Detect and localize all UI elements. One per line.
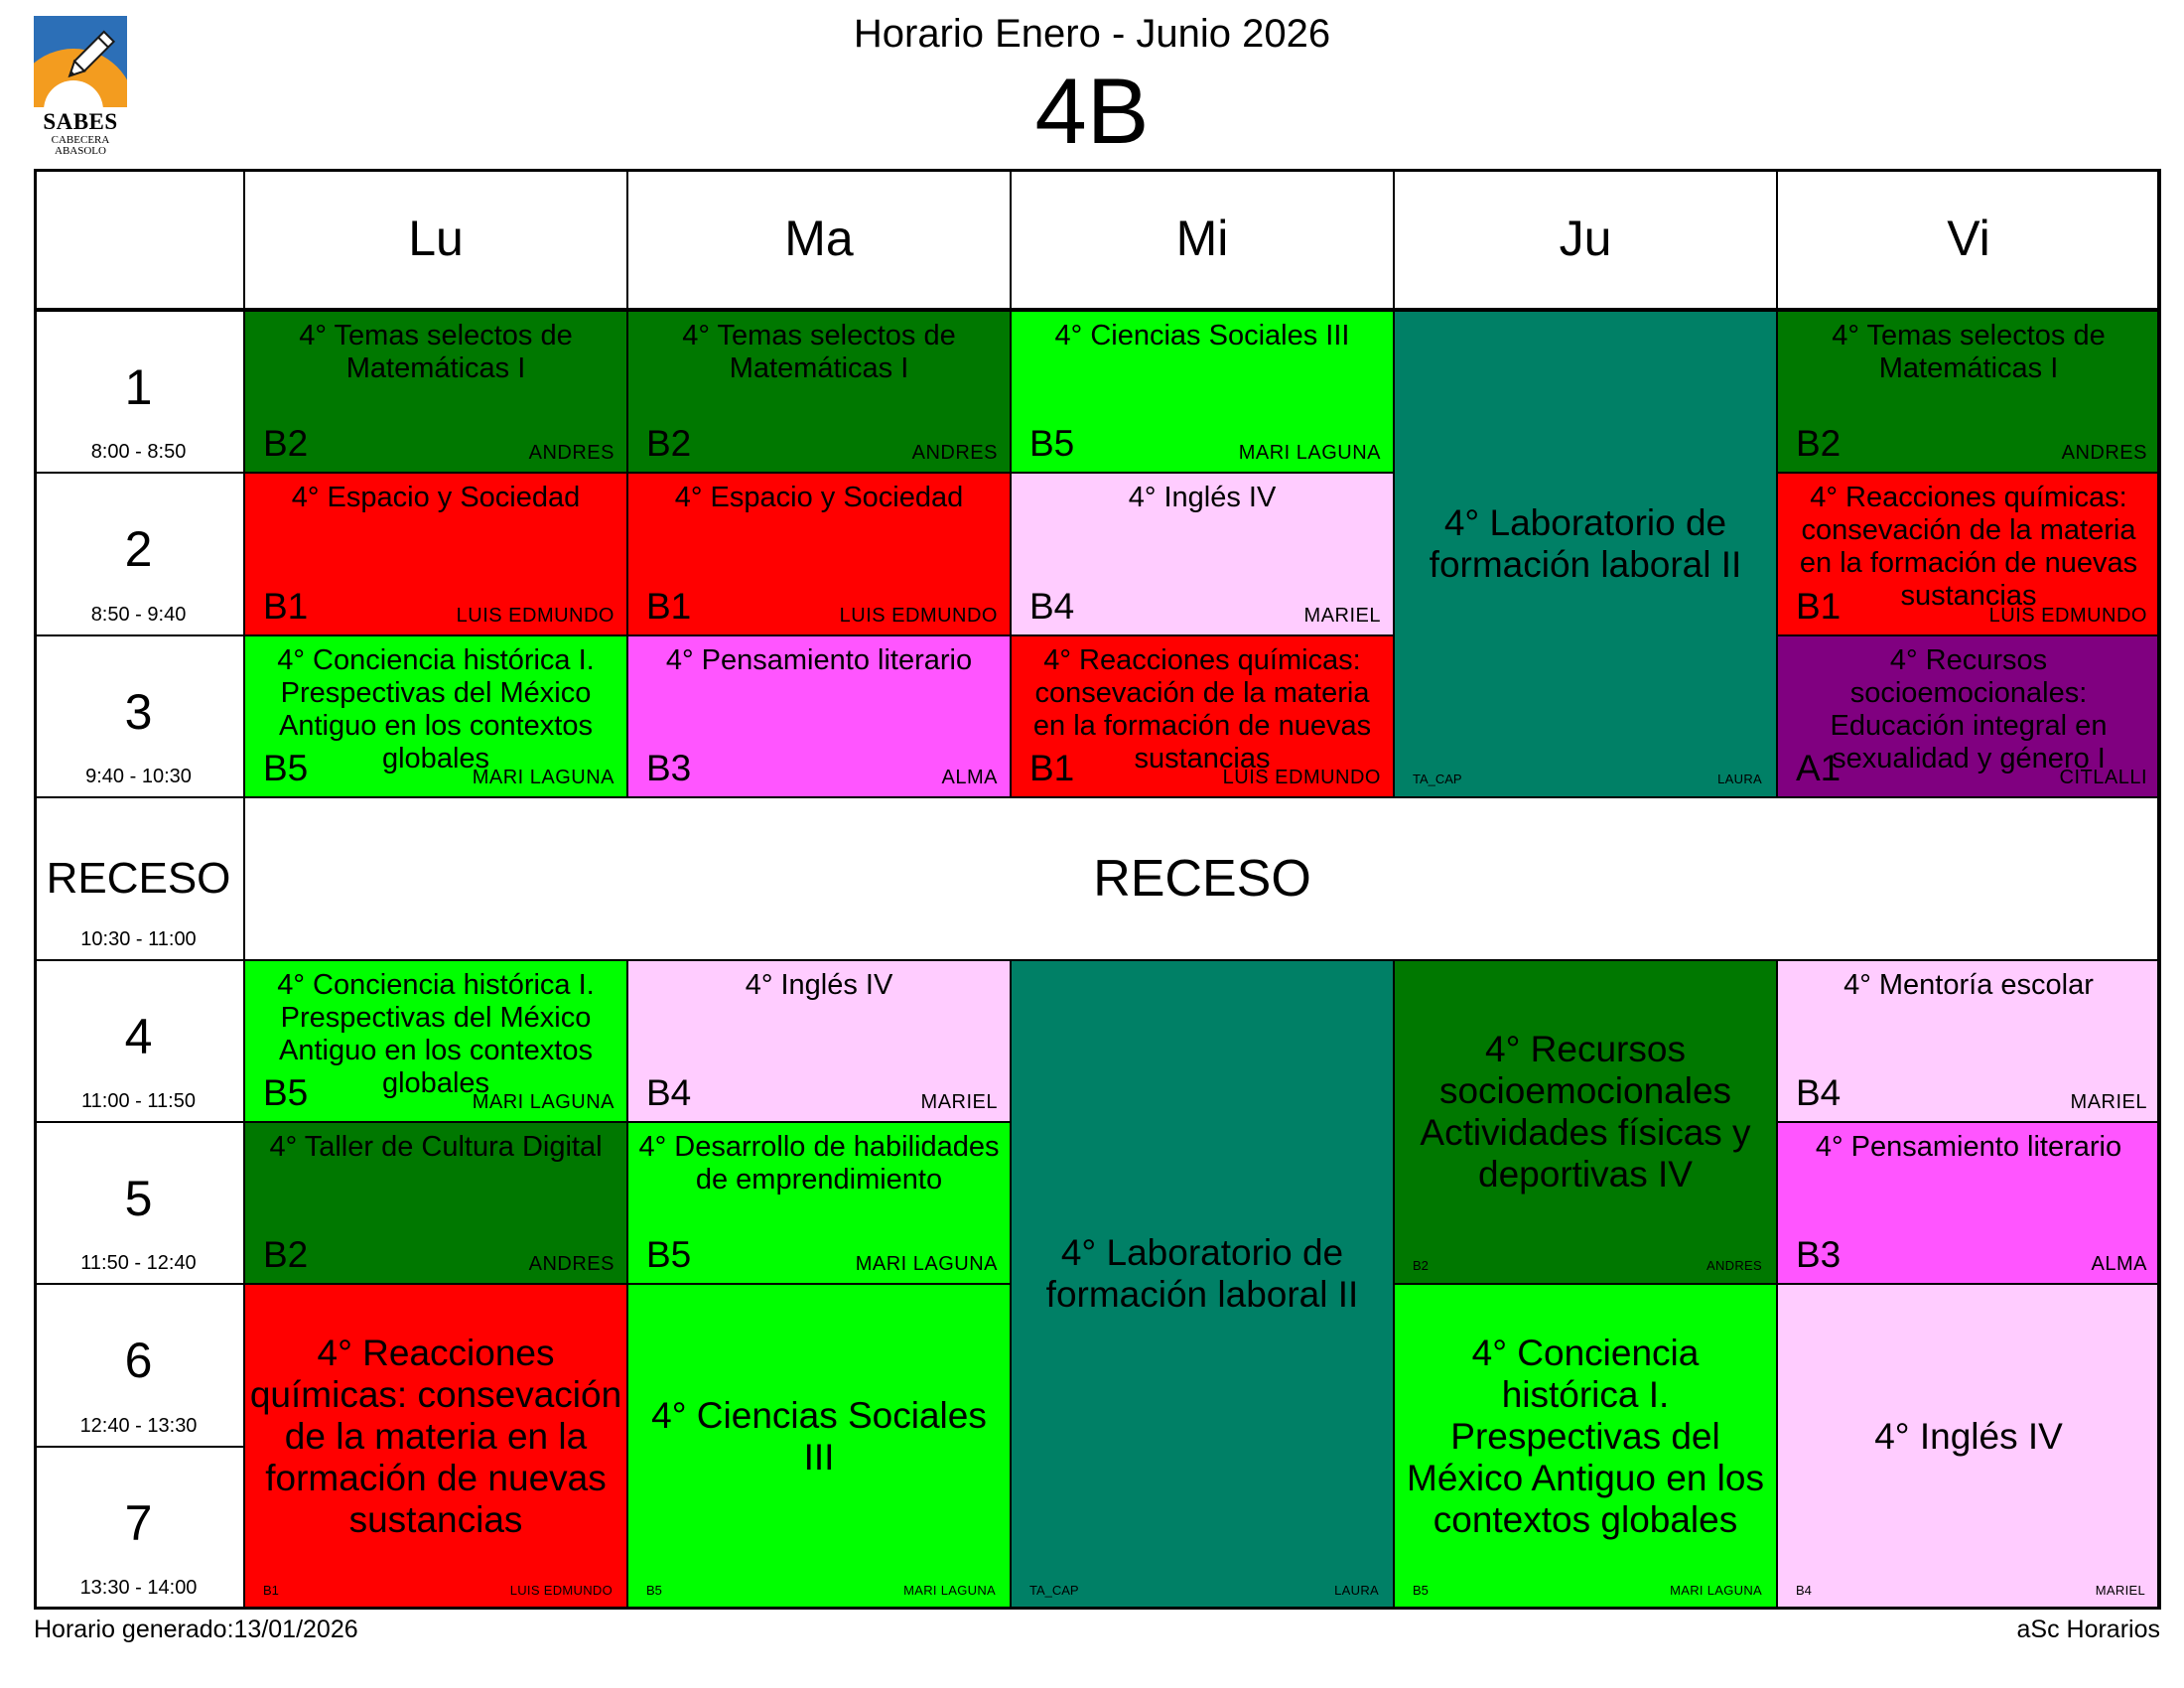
period-time: 12:40 - 13:30 (79, 1414, 198, 1437)
lesson-card (1778, 474, 2161, 635)
lesson-card (1778, 1123, 2161, 1285)
lesson-teacher: ALMA (2091, 1253, 2147, 1276)
lesson-group: B3 (646, 748, 692, 789)
lesson-card (628, 1123, 1012, 1285)
lesson-card (628, 1285, 1012, 1610)
lesson-group: TA_CAP (1413, 772, 1462, 787)
lesson-teacher: MARIEL (2095, 1583, 2145, 1599)
lesson-teacher: ANDRES (1706, 1258, 1762, 1274)
period-number: 6 (124, 1333, 153, 1389)
lesson-subject: 4° Pensamiento literario (665, 643, 973, 676)
lesson-group: TA_CAP (1029, 1583, 1079, 1599)
lesson-card (1012, 312, 1395, 474)
period-7 (34, 1448, 245, 1610)
lesson-teacher: MARI LAGUNA (903, 1583, 996, 1599)
lesson-teacher: LUIS EDMUNDO (509, 1583, 613, 1599)
period-1 (34, 312, 245, 474)
lesson-subject: 4° Espacio y Sociedad (291, 482, 581, 514)
lesson-group: B1 (1796, 585, 1842, 627)
lesson-group: B5 (263, 748, 309, 789)
day-header-4: Vi (1778, 169, 2161, 312)
lesson-subject: 4° Conciencia histórica I. Prespectivas del México Antiguo en los contextos globales (277, 643, 595, 774)
lesson-group: B2 (263, 423, 309, 465)
lesson-teacher: MARIEL (920, 1090, 998, 1113)
lesson-group: B5 (1413, 1583, 1429, 1599)
lesson-card (245, 636, 628, 798)
lesson-subject: 4° Inglés IV (1128, 482, 1277, 514)
period-5 (34, 1123, 245, 1285)
lesson-card (245, 1285, 628, 1610)
lesson-subject: 4° Taller de Cultura Digital (269, 1131, 603, 1163)
software-name: aSc Horarios (2016, 1616, 2160, 1643)
period-number: 4 (124, 1008, 153, 1064)
lesson-teacher: MARIEL (2070, 1090, 2147, 1113)
lesson-card (245, 474, 628, 635)
lesson-card (1395, 312, 1778, 798)
lesson-teacher: CITLALLI (2059, 767, 2147, 789)
logo-line3: ABASOLO (55, 145, 106, 157)
period-4 (34, 961, 245, 1123)
lesson-card (1778, 1285, 2161, 1610)
lesson-group: B3 (1796, 1234, 1842, 1276)
lesson-subject: 4° Mentoría escolar (1843, 968, 2094, 1001)
lesson-teacher: MARI LAGUNA (1238, 442, 1381, 465)
recess-band: RECESO (245, 798, 2161, 960)
lesson-card (1012, 636, 1395, 798)
timetable-grid (34, 169, 2160, 1610)
lesson-subject: 4° Pensamiento literario (1815, 1131, 2122, 1163)
schedule-title: Horario Enero - Junio 2026 (853, 12, 1331, 56)
period-number: 5 (124, 1171, 153, 1226)
lesson-teacher: ANDRES (911, 442, 998, 465)
lesson-teacher: MARI LAGUNA (472, 767, 614, 789)
corner-cell (34, 169, 245, 312)
lesson-teacher: LUIS EDMUNDO (839, 604, 998, 627)
lesson-subject: 4° Temas selectos de Matemáticas I (299, 320, 573, 384)
lesson-group: B5 (646, 1583, 662, 1599)
lesson-teacher: MARIEL (1303, 604, 1381, 627)
lesson-card (245, 961, 628, 1123)
lesson-group: B1 (1029, 748, 1075, 789)
lesson-group: A1 (1796, 748, 1842, 789)
lesson-subject: 4° Recursos socioemocionales: Educación integral en sexualidad y género I (1830, 643, 2108, 774)
lesson-teacher: LUIS EDMUNDO (456, 604, 614, 627)
lesson-group: B4 (1796, 1071, 1842, 1113)
period-time: 11:00 - 11:50 (81, 1089, 196, 1112)
period-time: 8:50 - 9:40 (90, 603, 187, 626)
period-recess (34, 798, 245, 960)
lesson-subject: 4° Reacciones químicas: consevación de la materia en la formación de nuevas sustancias (249, 1332, 622, 1540)
period-number: RECESO (46, 854, 231, 904)
lesson-card (245, 312, 628, 474)
lesson-card (628, 474, 1012, 635)
period-number: 7 (124, 1494, 153, 1551)
period-time: 10:30 - 11:00 (80, 927, 197, 950)
lesson-group: B5 (646, 1234, 692, 1276)
lesson-group: B1 (646, 585, 692, 627)
lesson-card (1012, 474, 1395, 635)
lesson-subject: 4° Espacio y Sociedad (674, 482, 964, 514)
period-3 (34, 636, 245, 798)
lesson-subject: 4° Temas selectos de Matemáticas I (1832, 320, 2106, 384)
lesson-group: B2 (1413, 1258, 1429, 1274)
period-6 (34, 1285, 245, 1447)
period-number: 3 (124, 683, 153, 740)
lesson-subject: 4° Desarrollo de habilidades de emprendimiento (638, 1131, 1000, 1196)
lesson-group: B4 (1796, 1583, 1812, 1599)
lesson-subject: 4° Reacciones químicas: consevación de la materia en la formación de nuevas sustancias (1799, 482, 2138, 613)
lesson-card (628, 636, 1012, 798)
lesson-group: B5 (263, 1071, 309, 1113)
lesson-subject: 4° Recursos socioemocionales Actividades físicas y deportivas IV (1420, 1028, 1751, 1195)
lesson-subject: 4° Inglés IV (1874, 1415, 2063, 1457)
lesson-card (1778, 636, 2161, 798)
period-number: 2 (124, 521, 153, 578)
lesson-teacher: MARI LAGUNA (1670, 1583, 1762, 1599)
lesson-teacher: ALMA (941, 767, 998, 789)
lesson-subject: 4° Reacciones químicas: consevación de la materia en la formación de nuevas sustancias (1032, 643, 1372, 774)
lesson-subject: 4° Conciencia histórica I. Prespectivas del México Antiguo en los contextos globales (277, 968, 595, 1099)
lesson-teacher: ANDRES (528, 442, 614, 465)
logo-name: SABES (43, 109, 118, 134)
lesson-teacher: LUIS EDMUNDO (1222, 767, 1381, 789)
group-name: 4B (1034, 59, 1150, 163)
lesson-card (245, 1123, 628, 1285)
lesson-card (628, 312, 1012, 474)
period-2 (34, 474, 245, 635)
lesson-card (1012, 961, 1395, 1611)
generated-date: Horario generado:13/01/2026 (34, 1616, 358, 1643)
lesson-group: B4 (1029, 585, 1075, 627)
lesson-teacher: ANDRES (2061, 442, 2147, 465)
day-header-1: Ma (628, 169, 1012, 312)
lesson-teacher: LAURA (1717, 772, 1762, 787)
day-header-2: Mi (1012, 169, 1395, 312)
lesson-subject: 4° Temas selectos de Matemáticas I (682, 320, 956, 384)
lesson-subject: 4° Laboratorio de formación laboral II (1429, 502, 1742, 586)
lesson-teacher: LAURA (1334, 1583, 1379, 1599)
lesson-card (1778, 961, 2161, 1123)
lesson-teacher: ANDRES (528, 1253, 614, 1276)
lesson-subject: 4° Ciencias Sociales III (651, 1394, 987, 1477)
lesson-group: B2 (646, 423, 692, 465)
lesson-card (1778, 312, 2161, 474)
period-number: 1 (124, 359, 153, 415)
lesson-group: B5 (1029, 423, 1075, 465)
lesson-card (628, 961, 1012, 1123)
lesson-subject: 4° Conciencia histórica I. Prespectivas del México Antiguo en los contextos globales (1407, 1332, 1764, 1540)
lesson-group: B2 (263, 1234, 309, 1276)
lesson-group: B4 (646, 1071, 692, 1113)
lesson-teacher: MARI LAGUNA (472, 1090, 614, 1113)
period-time: 13:30 - 14:00 (79, 1577, 198, 1600)
lesson-group: B2 (1796, 423, 1842, 465)
period-time: 8:00 - 8:50 (90, 441, 187, 464)
lesson-group: B1 (263, 1583, 279, 1599)
lesson-card (1395, 961, 1778, 1286)
period-time: 9:40 - 10:30 (85, 766, 192, 788)
day-header-0: Lu (245, 169, 628, 312)
lesson-subject: 4° Ciencias Sociales III (1054, 320, 1350, 352)
lesson-group: B1 (263, 585, 309, 627)
lesson-teacher: MARI LAGUNA (855, 1253, 998, 1276)
logo-line2: CABECERA (51, 134, 110, 146)
lesson-teacher: LUIS EDMUNDO (1988, 604, 2147, 627)
period-time: 11:50 - 12:40 (80, 1252, 197, 1275)
day-header-3: Ju (1395, 169, 1778, 312)
lesson-subject: 4° Inglés IV (745, 968, 893, 1001)
lesson-card (1395, 1285, 1778, 1610)
lesson-subject: 4° Laboratorio de formación laboral II (1045, 1232, 1359, 1316)
